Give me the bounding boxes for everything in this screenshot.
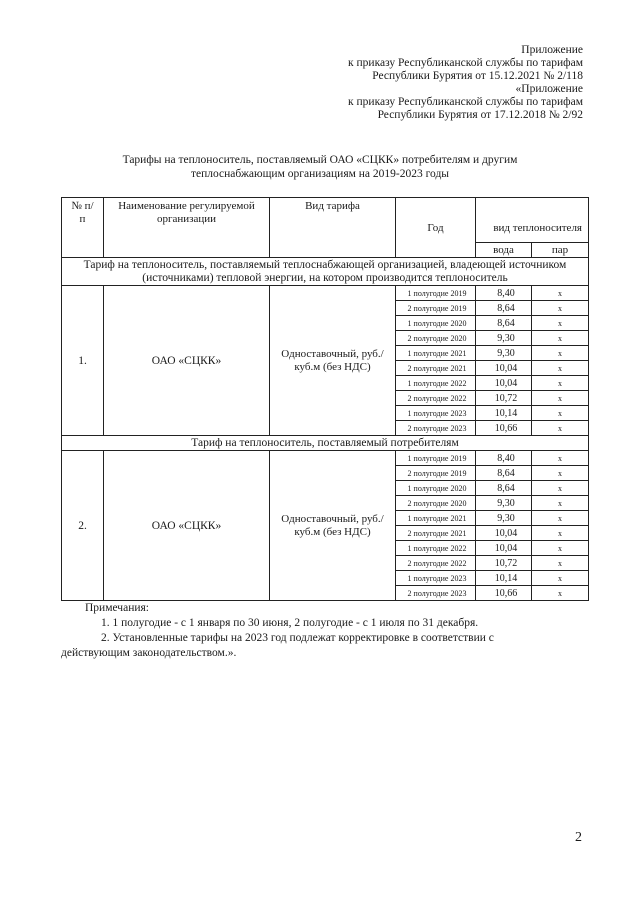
period-cell: 2 полугодие 2023 bbox=[396, 421, 476, 436]
water-tariff-cell: 8,40 bbox=[476, 286, 532, 301]
header-line: к приказу Республиканской службы по тарифам bbox=[348, 96, 583, 108]
header-line: Приложение bbox=[521, 44, 583, 56]
steam-tariff-cell: х bbox=[532, 511, 589, 526]
period-cell: 1 полугодие 2020 bbox=[396, 316, 476, 331]
steam-tariff-cell: х bbox=[532, 361, 589, 376]
steam-tariff-cell: х bbox=[532, 301, 589, 316]
document-header bbox=[283, 44, 583, 122]
organization-name: ОАО «СЦКК» bbox=[104, 286, 270, 436]
table-row bbox=[62, 286, 589, 301]
header-line: «Приложение bbox=[515, 83, 583, 95]
steam-tariff-cell: х bbox=[532, 331, 589, 346]
water-tariff-cell: 9,30 bbox=[476, 331, 532, 346]
steam-tariff-cell: х bbox=[532, 481, 589, 496]
water-tariff-cell: 10,04 bbox=[476, 526, 532, 541]
period-cell: 2 полугодие 2023 bbox=[396, 586, 476, 601]
period-cell: 1 полугодие 2019 bbox=[396, 451, 476, 466]
table-row bbox=[62, 451, 589, 466]
col-header-blank bbox=[476, 198, 589, 215]
water-tariff-cell: 10,72 bbox=[476, 556, 532, 571]
col-header-type: Вид тарифа bbox=[270, 198, 396, 258]
period-cell: 1 полугодие 2021 bbox=[396, 511, 476, 526]
steam-tariff-cell: х bbox=[532, 346, 589, 361]
header-line: к приказу Республиканской службы по тарифам bbox=[348, 57, 583, 69]
note-item: 1. 1 полугодие - с 1 января по 30 июня, 2 полугодие - с 1 июля по 31 декабря. bbox=[101, 617, 479, 629]
steam-tariff-cell: х bbox=[532, 586, 589, 601]
header-line: Республики Бурятия от 17.12.2018 № 2/92 bbox=[377, 109, 583, 121]
water-tariff-cell: 8,64 bbox=[476, 316, 532, 331]
period-cell: 1 полугодие 2019 bbox=[396, 286, 476, 301]
header-line: Республики Бурятия от 15.12.2021 № 2/118 bbox=[372, 70, 583, 82]
steam-tariff-cell: х bbox=[532, 556, 589, 571]
water-tariff-cell: 10,14 bbox=[476, 406, 532, 421]
period-cell: 1 полугодие 2020 bbox=[396, 481, 476, 496]
col-header-carrier: вид теплоносителя bbox=[476, 214, 589, 243]
water-tariff-cell: 10,66 bbox=[476, 421, 532, 436]
period-cell: 2 полугодие 2020 bbox=[396, 331, 476, 346]
steam-tariff-cell: х bbox=[532, 526, 589, 541]
page-number: 2 bbox=[575, 830, 582, 845]
document-title bbox=[60, 153, 580, 181]
tariff-type: Одноставочный, руб./куб.м (без НДС) bbox=[270, 451, 396, 601]
water-tariff-cell: 10,14 bbox=[476, 571, 532, 586]
steam-tariff-cell: х bbox=[532, 466, 589, 481]
col-header-steam: пар bbox=[532, 243, 589, 258]
water-tariff-cell: 9,30 bbox=[476, 496, 532, 511]
period-cell: 2 полугодие 2020 bbox=[396, 496, 476, 511]
section-heading: Тариф на теплоноситель, поставляемый теплоснабжающей организацией, владеющей источником (источниками) тепловой энергии, на котором производится теплоноситель bbox=[62, 258, 589, 286]
note-item: 2. Установленные тарифы на 2023 год подлежат корректировке в соответствии с bbox=[101, 632, 494, 644]
col-header-water: вода bbox=[476, 243, 532, 258]
period-cell: 2 полугодие 2019 bbox=[396, 301, 476, 316]
period-cell: 2 полугодие 2022 bbox=[396, 556, 476, 571]
water-tariff-cell: 10,72 bbox=[476, 391, 532, 406]
section-heading-row bbox=[62, 258, 589, 286]
steam-tariff-cell: х bbox=[532, 571, 589, 586]
period-cell: 1 полугодие 2023 bbox=[396, 406, 476, 421]
tariff-type: Одноставочный, руб./куб.м (без НДС) bbox=[270, 286, 396, 436]
period-cell: 2 полугодие 2021 bbox=[396, 526, 476, 541]
steam-tariff-cell: х bbox=[532, 451, 589, 466]
period-cell: 2 полугодие 2021 bbox=[396, 361, 476, 376]
title-line: Тарифы на теплоноситель, поставляемый ОАО «СЦКК» потребителям и другим bbox=[122, 154, 518, 166]
steam-tariff-cell: х bbox=[532, 316, 589, 331]
steam-tariff-cell: х bbox=[532, 421, 589, 436]
period-cell: 1 полугодие 2022 bbox=[396, 376, 476, 391]
water-tariff-cell: 10,04 bbox=[476, 361, 532, 376]
section-heading-row bbox=[62, 436, 589, 451]
water-tariff-cell: 9,30 bbox=[476, 346, 532, 361]
steam-tariff-cell: х bbox=[532, 376, 589, 391]
row-number: 1. bbox=[62, 286, 104, 436]
col-header-num: № п/п bbox=[62, 198, 104, 258]
organization-name: ОАО «СЦКК» bbox=[104, 451, 270, 601]
steam-tariff-cell: х bbox=[532, 391, 589, 406]
steam-tariff-cell: х bbox=[532, 406, 589, 421]
water-tariff-cell: 10,66 bbox=[476, 586, 532, 601]
water-tariff-cell: 8,64 bbox=[476, 301, 532, 316]
period-cell: 1 полугодие 2021 bbox=[396, 346, 476, 361]
tariffs-table bbox=[61, 197, 589, 601]
steam-tariff-cell: х bbox=[532, 286, 589, 301]
row-number: 2. bbox=[62, 451, 104, 601]
col-header-year: Год bbox=[396, 198, 476, 258]
col-header-org: Наименование регулируемой организации bbox=[104, 198, 270, 258]
period-cell: 2 полугодие 2022 bbox=[396, 391, 476, 406]
title-line: теплоснабжающим организациям на 2019-2023 годы bbox=[190, 168, 450, 180]
notes bbox=[61, 601, 585, 661]
table-header-row bbox=[62, 198, 589, 215]
section-heading: Тариф на теплоноситель, поставляемый потребителям bbox=[62, 436, 589, 451]
water-tariff-cell: 8,64 bbox=[476, 481, 532, 496]
period-cell: 1 полугодие 2023 bbox=[396, 571, 476, 586]
period-cell: 1 полугодие 2022 bbox=[396, 541, 476, 556]
water-tariff-cell: 9,30 bbox=[476, 511, 532, 526]
steam-tariff-cell: х bbox=[532, 541, 589, 556]
note-item-continuation: действующим законодательством.». bbox=[61, 647, 237, 659]
water-tariff-cell: 10,04 bbox=[476, 541, 532, 556]
water-tariff-cell: 8,64 bbox=[476, 466, 532, 481]
steam-tariff-cell: х bbox=[532, 496, 589, 511]
water-tariff-cell: 10,04 bbox=[476, 376, 532, 391]
notes-heading: Примечания: bbox=[85, 602, 149, 614]
period-cell: 2 полугодие 2019 bbox=[396, 466, 476, 481]
water-tariff-cell: 8,40 bbox=[476, 451, 532, 466]
